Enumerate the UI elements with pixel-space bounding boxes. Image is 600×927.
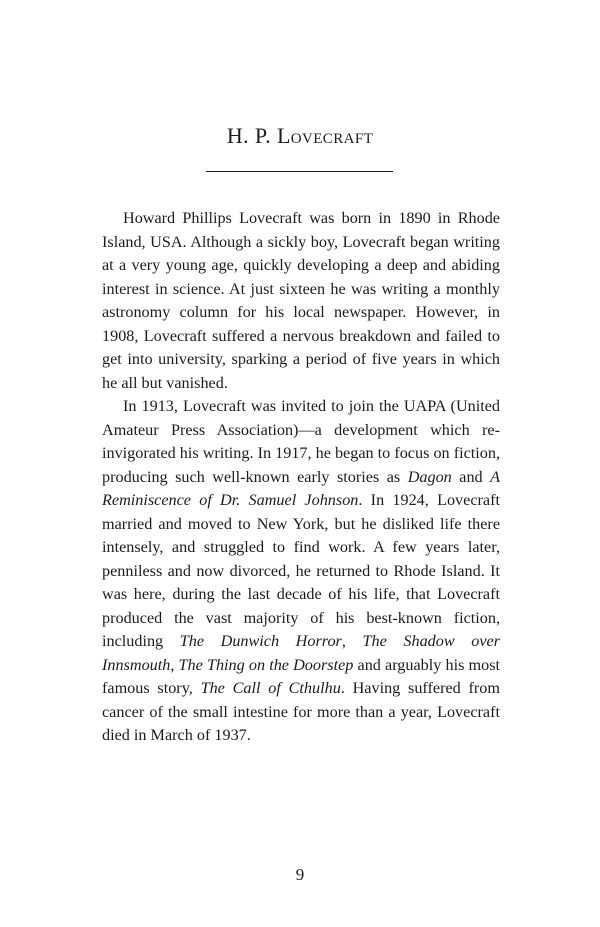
page-number: 9	[295, 865, 305, 884]
story-title-dunwich: The Dunwich Horror	[179, 632, 342, 650]
text-segment: In 1913, Lovecraft was invited to join the UAPA (United Amateur Press Association)—a development which reinvigorated his writing. In 1917, he began to focus on fiction, producing such well-known early stories as	[102, 397, 500, 486]
text-segment: . Having suffered from cancer of the small intestine for more than a year, Lovecraft died in March of 1937.	[102, 679, 500, 744]
story-title-cthulhu: The Call of Cthulhu	[200, 679, 341, 697]
biography-text	[102, 207, 500, 748]
story-title-dagon: Dagon	[407, 467, 452, 486]
text-segment: . In 1924, Lovecraft married and moved to New York, but he disliked life there intensely, and struggled to find work. A few years later, penniless and now divorced, he returned to Rhode Island. It was here, during the last decade of his life, that Lovecraft produced the vast majority of his best-known fiction, including	[102, 491, 500, 650]
text-segment: and	[451, 467, 491, 486]
story-title-doorstep: The Thing on the Doorstep	[178, 655, 354, 674]
text-segment: ,	[341, 632, 363, 650]
chapter-title	[0, 121, 600, 151]
title-divider	[206, 171, 393, 172]
paragraph-1: Howard Phillips Lovecraft was born in 1890 in Rhode Island, USA. Although a sickly boy, Lovecraft began writing at a very young age, quickly developing a deep and abiding interest in science. At just sixteen he was writing a monthly astronomy column for his local newspaper. However, in 1908, Lovecraft suffered a nervous breakdown and failed to get into university, sparking a period of five years in which he all but vanished.	[102, 209, 500, 392]
story-title-innsmouth: The Shadow over Innsmouth	[102, 632, 500, 674]
paragraph-2	[102, 395, 500, 748]
story-title-reminiscence: A Reminiscence of Dr. Samuel Johnson	[102, 467, 501, 509]
text-segment: ,	[170, 655, 179, 674]
text-segment: and arguably his most famous story,	[102, 655, 501, 697]
title-initials: H. P.	[226, 123, 277, 148]
title-surname: Lovecraft	[276, 123, 374, 148]
